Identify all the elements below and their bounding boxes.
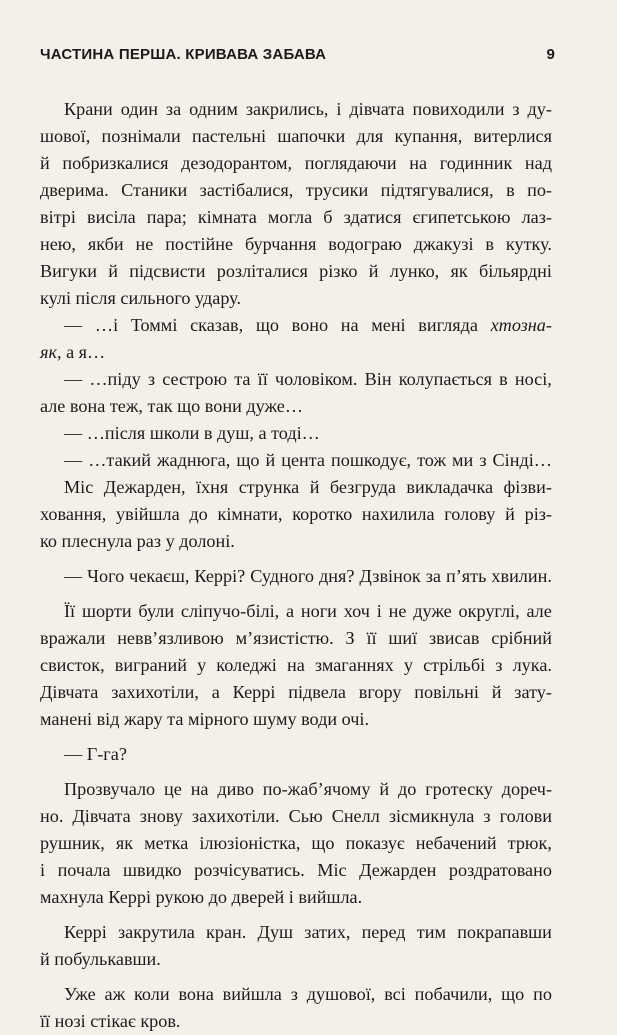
text-line: Керрі закрутила кран. Душ затих, перед тим покрапавши xyxy=(64,922,552,942)
text-line: Її шорти були сліпучо-білі, а ноги хоч і не дуже округлі, але xyxy=(64,601,552,621)
text-line: — Чого чекаєш, Керрі? Судного дня? Дзвінок за п’ять хвилин. xyxy=(64,566,552,586)
text-line: — Г-га? xyxy=(64,744,127,764)
text-line: й побулькавши. xyxy=(40,949,161,969)
text-line: Крани один за одним закрились, і дівчата повиходили з ду- xyxy=(64,99,552,119)
text-line: манені від жару та мірного шуму води очі. xyxy=(40,709,370,729)
text-line: і почала швидко розчісуватись. Міс Дежарден роздратовано xyxy=(40,860,552,880)
text-line: рушник, як метка ілюзіоністка, що показує небачений трюк, xyxy=(40,833,552,853)
text-line: й побризкалися дезодорантом, поглядаючи на годинник над xyxy=(40,153,552,173)
text-line: Вигуки й підсвисти розліталися різко й лунко, як більярдні xyxy=(40,261,552,281)
text-line: — …після школи в душ, а тоді… xyxy=(64,423,320,443)
page-number: 9 xyxy=(546,46,555,63)
text-line: але вона теж, так що вони дуже… xyxy=(40,396,304,416)
text-line: шової, познімали пастельні шапочки для купання, витерлися xyxy=(40,126,552,146)
text-line: ховання, увійшла до кімнати, коротко нахилила голову й різ- xyxy=(40,504,552,524)
text-line: дверима. Станики застібалися, трусики підтягувалися, в по- xyxy=(40,180,552,200)
body-text xyxy=(40,96,552,1035)
text-line: — …такий жаднюга, що й цента пошкодує, тож ми з Сінді… xyxy=(64,450,552,470)
text-line: Міс Дежарден, їхня струнка й безгруда викладачка фізви- xyxy=(64,477,552,497)
text-line: свисток, виграний у коледжі на змаганнях у стрільбі з лука. xyxy=(40,655,552,675)
text-line: нею, якби не постійне бурчання водограю джакузі в кутку. xyxy=(40,234,552,254)
text-line: но. Дівчата знову захихотіли. Сью Снелл зісмикнула з голови xyxy=(40,806,552,826)
text-line: — …піду з сестрою та її чоловіком. Він колупається в носі, xyxy=(64,369,552,389)
text-line: Прозвучало це на диво по-жаб’ячому й до гротеску дореч- xyxy=(64,779,552,799)
text-line: її нозі стікає кров. xyxy=(40,1011,181,1031)
text-line: Уже аж коли вона вийшла з душової, всі побачили, що по xyxy=(64,984,552,1004)
running-header xyxy=(40,46,555,63)
text-line: махнула Керрі рукою до дверей і вийшла. xyxy=(40,887,363,907)
text-line: вітрі висіла пара; кімната могла б здатися єгипетською лаз- xyxy=(40,207,552,227)
text-line: Дівчата захихотіли, а Керрі підвела вгору повільні й зату- xyxy=(40,682,552,702)
text-line: вражали невв’язливою м’язистістю. З її шиї звисав срібний xyxy=(40,628,552,648)
chapter-title: ЧАСТИНА ПЕРША. КРИВАВА ЗАБАВА xyxy=(40,46,327,63)
text-line: — …і Томмі сказав, що воно на мені вигляда хтозна- xyxy=(64,315,552,335)
text-line: як, а я… xyxy=(40,342,106,362)
text-line: кулі після сильного удару. xyxy=(40,288,241,308)
text-line: ко плеснула раз у долоні. xyxy=(40,531,235,551)
